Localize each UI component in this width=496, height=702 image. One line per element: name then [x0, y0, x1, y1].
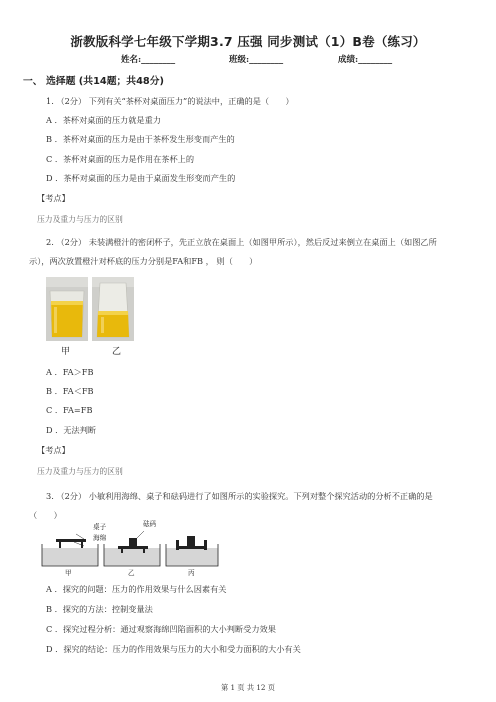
diagram-caption-yi: 乙: [128, 569, 135, 577]
photo-cup-upright: [46, 277, 88, 341]
question-2-option-a: A ．FA＞FB: [46, 367, 94, 377]
diagram-label-weight: 砝码: [143, 520, 157, 528]
photo-caption-yi: 乙: [112, 347, 122, 357]
photo-cup-inverted: [92, 277, 134, 341]
score-field: 成绩:________: [338, 55, 393, 65]
photo-caption-jia: 甲: [61, 347, 71, 357]
class-field: 班级:________: [229, 55, 284, 65]
page-footer: 第 1 页 共 12 页: [221, 683, 275, 692]
diagram-caption-jia: 甲: [65, 569, 72, 577]
cup-upright-image: [46, 277, 88, 341]
experiment-diagram: [40, 522, 220, 578]
question-2-stem-line1: 2. （2分） 未装满橙汁的密闭杯子，先正立放在桌面上（如图甲所示），然后反过来倒立在桌面上（如图乙所: [46, 237, 437, 247]
question-3-option-d: D ．探究的结论：压力的作用效果与压力的大小和受力面积的大小有关: [46, 644, 301, 654]
question-2-option-c: C ．FA=FB: [46, 405, 93, 415]
question-3-option-b: B ．探究的方法：控制变量法: [46, 604, 153, 614]
question-2-option-d: D ．无法判断: [46, 425, 97, 435]
question-1-option-c: C ．茶杯对桌面的压力是作用在茶杯上的: [46, 154, 195, 164]
section-header: 一、 选择题 (共14题；共48分): [23, 76, 165, 87]
page-title: 浙教版科学七年级下学期3.7 压强 同步测试（1）B卷（练习）: [70, 34, 426, 49]
question-2-kaodian: 压力及重力与压力的区别: [37, 467, 123, 476]
question-1-kaodian: 压力及重力与压力的区别: [37, 215, 123, 224]
question-2-stem-line2: 示），两次放置橙汁对杯底的压力分别是FA和FB ， 则（ ）: [29, 256, 258, 266]
question-3-stem-line1: 3. （2分） 小敏利用海绵、桌子和砝码进行了如图所示的实验探究。下列对整个探究活动的分析不正确的是: [46, 491, 433, 501]
question-1-option-b: B ．茶杯对桌面的压力是由于茶杯发生形变而产生的: [46, 134, 235, 144]
question-1-option-d: D ．茶杯对桌面的压力是由于桌面发生形变而产生的: [46, 173, 236, 183]
question-1-option-a: A ．茶杯对桌面的压力就是重力: [46, 115, 161, 125]
question-2-option-b: B ．FA＜FB: [46, 386, 94, 396]
question-3-stem-line2: （ ）: [29, 510, 62, 520]
diagram-label-table: 桌子: [93, 523, 107, 531]
question-3-option-a: A ．探究的问题：压力的作用效果与什么因素有关: [46, 584, 227, 594]
cup-inverted-image: [92, 277, 134, 341]
name-field: 姓名:________: [121, 55, 176, 65]
question-1-stem: 1. （2分） 下列有关“茶杯对桌面压力”的说法中，正确的是（ ）: [46, 96, 294, 106]
question-1-kaodian-label: 【考点】: [37, 193, 70, 203]
diagram-label-sponge: 海绵: [93, 534, 107, 542]
question-3-option-c: C ．探究过程分析：通过观察海绵凹陷面积的大小判断受力效果: [46, 624, 276, 634]
question-2-kaodian-label: 【考点】: [37, 445, 70, 455]
diagram-caption-bing: 丙: [188, 569, 195, 577]
